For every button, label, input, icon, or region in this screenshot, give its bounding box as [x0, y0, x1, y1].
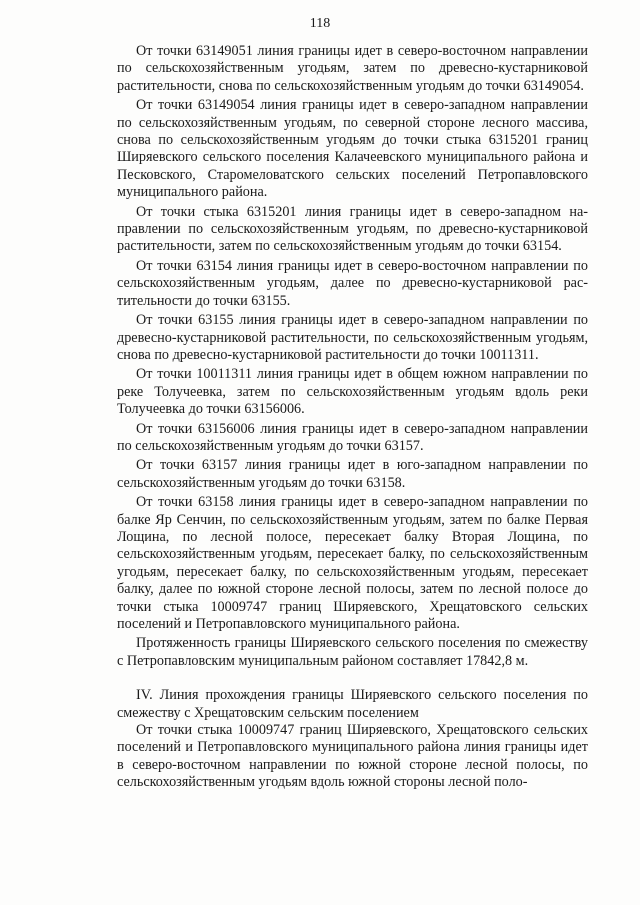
paragraph: От точки 63156006 линия границы идет в северо-западном направлении по сельскохозяйственным угодьям до точки 63157.	[117, 420, 588, 454]
document-body	[117, 43, 588, 792]
paragraph: От точки 63149051 линия границы идет в северо-восточном направлении по сельскохозяйственным угодьям, затем по древесно-кустарниковой растительности, снова по сельскохозяйственным угодьям до точки 63149054.	[117, 43, 588, 94]
paragraph: От точки 63158 линия границы идет в северо-западном направлении по балке Яр Сенчин, по сельскохозяйственным угодьям, затем по балке Первая Лощина, по лесной полосе, пересекает балку Вторая Лощина, по сельскохозяйственным угодьям, пересекает балку, по сельскохозяйственным угодьям, пересекает балку, по сельскохозяйственным угодьям, пересекает балку, далее по южной стороне лесной полосы, затем по лесной полосе до точки стыка 10009747 границ Ширяевского, Хрещатовского сельских поселений и Петропавловского муниципального района.	[117, 494, 588, 632]
page-number: 118	[309, 16, 331, 31]
paragraph: От точки 10011311 линия границы идет в общем южном направлении по реке Толучеевка, затем по сельскохозяйственным угодьям вдоль реки Толучеевка до точки 63156006.	[117, 366, 588, 418]
section-heading: IV. Линия прохождения границы Ширяевского сельского поселения по смежеству с Хрещатовским сельским поселением	[117, 687, 588, 721]
paragraph: От точки 63155 линия границы идет в северо-западном направлении по древесно-кустарниковой растительности, по сельскохозяйственным угодьям, снова по древесно-кустарниковой растительности до точки 10011311.	[117, 312, 588, 363]
paragraph: От точки стыка 10009747 границ Ширяевского, Хрещатовского сельских поселений и Петропавловского муниципального района линия границы идет в северо-восточном направлении по южной стороне лесной полосы, по сельскохозяйственным угодьям вдоль южной стороны лесной поло-	[117, 722, 588, 791]
paragraph: Протяженность границы Ширяевского сельского поселения по смежеству с Петропавловским муниципальным районом составляет 17842,8 м.	[117, 635, 588, 669]
paragraph: От точки 63157 линия границы идет в юго-западном направлении по сельскохозяйственным угодьям до точки 63158.	[117, 457, 588, 491]
paragraph: От точки стыка 6315201 линия границы идет в северо-западном направлении по сельскохозяйственным угодьям, по древесно-кустарниковой растительности, затем по сельскохозяйственным угодьям до точки 63154.	[117, 203, 588, 255]
paragraph: От точки 63149054 линия границы идет в северо-западном направлении по сельскохозяйственным угодьям, по северной стороне лесного массива, снова по сельскохозяйственным угодьям до точки стыка 6315201 границ Ширяевского сельского поселения Калачеевского муниципального района и Песковского, Старомеловатского сельских поселений Петропавловского муниципального района.	[117, 97, 588, 201]
paragraph: От точки 63154 линия границы идет в северо-восточном направлении по сельскохозяйственным угодьям, далее по древесно-кустарниковой растительности до точки 63155.	[117, 257, 588, 309]
